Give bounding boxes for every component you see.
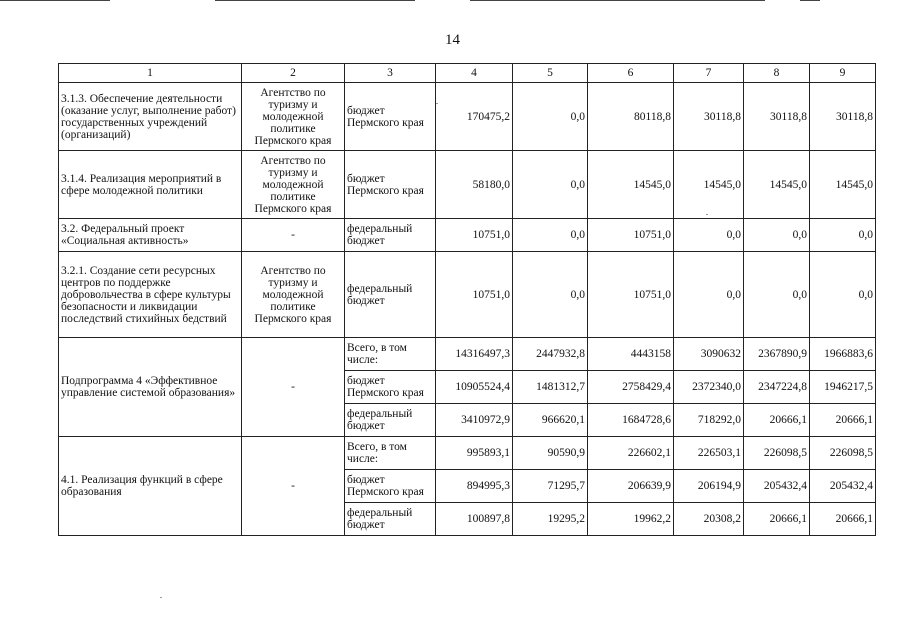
funding-source-cell: бюджет Пермского края (345, 371, 436, 404)
amount-cell: 20666,1 (810, 503, 876, 536)
amount-cell: 0,0 (513, 252, 588, 338)
amount-cell: 19962,2 (588, 503, 674, 536)
activity-name-cell: 3.2. Федеральный проект «Социальная активность» (59, 219, 242, 252)
scan-speck (706, 214, 708, 215)
amount-cell: 205432,4 (744, 470, 810, 503)
funding-source-cell: федеральный бюджет (345, 219, 436, 252)
executor-cell: Агентство по туризму и молодежной политике Пермского края (242, 83, 345, 151)
amount-cell: 20666,1 (744, 503, 810, 536)
budget-table (58, 63, 876, 536)
executor-cell: - (242, 219, 345, 252)
amount-cell: 100897,8 (436, 503, 513, 536)
column-number-cell: 5 (513, 64, 588, 83)
amount-cell: 206194,9 (674, 470, 744, 503)
amount-cell: 10751,0 (588, 219, 674, 252)
amount-cell: 206639,9 (588, 470, 674, 503)
column-number-cell: 7 (674, 64, 744, 83)
scan-edge-line (215, 0, 415, 1)
amount-cell: 10751,0 (436, 252, 513, 338)
amount-cell: 14545,0 (674, 151, 744, 219)
activity-name-cell: 4.1. Реализация функций в сфере образования (59, 437, 242, 536)
amount-cell: 30118,8 (810, 83, 876, 151)
table-row (59, 437, 876, 470)
column-number-cell: 4 (436, 64, 513, 83)
table-row (59, 151, 876, 219)
column-number-cell: 8 (744, 64, 810, 83)
scan-edge-line (470, 0, 765, 1)
amount-cell: 226503,1 (674, 437, 744, 470)
executor-cell: - (242, 338, 345, 437)
amount-cell: 80118,8 (588, 83, 674, 151)
amount-cell: 10751,0 (588, 252, 674, 338)
amount-cell: 3410972,9 (436, 404, 513, 437)
amount-cell: 0,0 (674, 219, 744, 252)
amount-cell: 966620,1 (513, 404, 588, 437)
scan-speck (436, 103, 438, 104)
amount-cell: 58180,0 (436, 151, 513, 219)
amount-cell: 0,0 (744, 252, 810, 338)
executor-cell: Агентство по туризму и молодежной политике Пермского края (242, 151, 345, 219)
amount-cell: 19295,2 (513, 503, 588, 536)
amount-cell: 226098,5 (744, 437, 810, 470)
table-row (59, 219, 876, 252)
activity-name-cell: 3.1.4. Реализация мероприятий в сфере молодежной политики (59, 151, 242, 219)
amount-cell: 1966883,6 (810, 338, 876, 371)
amount-cell: 0,0 (513, 83, 588, 151)
amount-cell: 0,0 (810, 219, 876, 252)
scan-edge-line (800, 0, 820, 1)
funding-source-cell: федеральный бюджет (345, 404, 436, 437)
amount-cell: 0,0 (744, 219, 810, 252)
executor-cell: Агентство по туризму и молодежной политике Пермского края (242, 252, 345, 338)
amount-cell: 0,0 (513, 151, 588, 219)
amount-cell: 20308,2 (674, 503, 744, 536)
funding-source-cell: бюджет Пермского края (345, 151, 436, 219)
funding-source-cell: бюджет Пермского края (345, 470, 436, 503)
amount-cell: 14545,0 (744, 151, 810, 219)
amount-cell: 30118,8 (744, 83, 810, 151)
activity-name-cell: Подпрограмма 4 «Эффективное управление системой образования» (59, 338, 242, 437)
column-number-cell: 6 (588, 64, 674, 83)
amount-cell: 205432,4 (810, 470, 876, 503)
table-header-row (59, 64, 876, 83)
amount-cell: 1481312,7 (513, 371, 588, 404)
amount-cell: 3090632 (674, 338, 744, 371)
page-number: 14 (445, 32, 460, 48)
amount-cell: 2347224,8 (744, 371, 810, 404)
amount-cell: 0,0 (674, 252, 744, 338)
amount-cell: 0,0 (810, 252, 876, 338)
amount-cell: 90590,9 (513, 437, 588, 470)
amount-cell: 2447932,8 (513, 338, 588, 371)
amount-cell: 226098,5 (810, 437, 876, 470)
amount-cell: 10751,0 (436, 219, 513, 252)
amount-cell: 14545,0 (810, 151, 876, 219)
amount-cell: 2758429,4 (588, 371, 674, 404)
table-row (59, 252, 876, 338)
amount-cell: 20666,1 (744, 404, 810, 437)
amount-cell: 995893,1 (436, 437, 513, 470)
amount-cell: 1946217,5 (810, 371, 876, 404)
amount-cell: 20666,1 (810, 404, 876, 437)
column-number-cell: 1 (59, 64, 242, 83)
amount-cell: 4443158 (588, 338, 674, 371)
column-number-cell: 3 (345, 64, 436, 83)
funding-source-cell: бюджет Пермского края (345, 83, 436, 151)
amount-cell: 226602,1 (588, 437, 674, 470)
table-row (59, 338, 876, 371)
amount-cell: 894995,3 (436, 470, 513, 503)
funding-source-cell: Всего, в том числе: (345, 437, 436, 470)
funding-source-cell: Всего, в том числе: (345, 338, 436, 371)
executor-cell: - (242, 437, 345, 536)
amount-cell: 718292,0 (674, 404, 744, 437)
column-number-cell: 9 (810, 64, 876, 83)
funding-source-cell: федеральный бюджет (345, 252, 436, 338)
amount-cell: 1684728,6 (588, 404, 674, 437)
amount-cell: 170475,2 (436, 83, 513, 151)
amount-cell: 2367890,9 (744, 338, 810, 371)
column-number-cell: 2 (242, 64, 345, 83)
amount-cell: 0,0 (513, 219, 588, 252)
activity-name-cell: 3.2.1. Создание сети ресурсных центров по поддержке добровольчества в сфере культуры безопасности и ликвидации последствий стихийных бедствий (59, 252, 242, 338)
activity-name-cell: 3.1.3. Обеспечение деятельности (оказание услуг, выполнение работ) государственных учреждений (организаций) (59, 83, 242, 151)
amount-cell: 30118,8 (674, 83, 744, 151)
amount-cell: 14316497,3 (436, 338, 513, 371)
scan-edge-line (0, 0, 110, 1)
table-row (59, 83, 876, 151)
amount-cell: 2372340,0 (674, 371, 744, 404)
amount-cell: 14545,0 (588, 151, 674, 219)
amount-cell: 10905524,4 (436, 371, 513, 404)
scan-speck (160, 597, 162, 598)
funding-source-cell: федеральный бюджет (345, 503, 436, 536)
amount-cell: 71295,7 (513, 470, 588, 503)
